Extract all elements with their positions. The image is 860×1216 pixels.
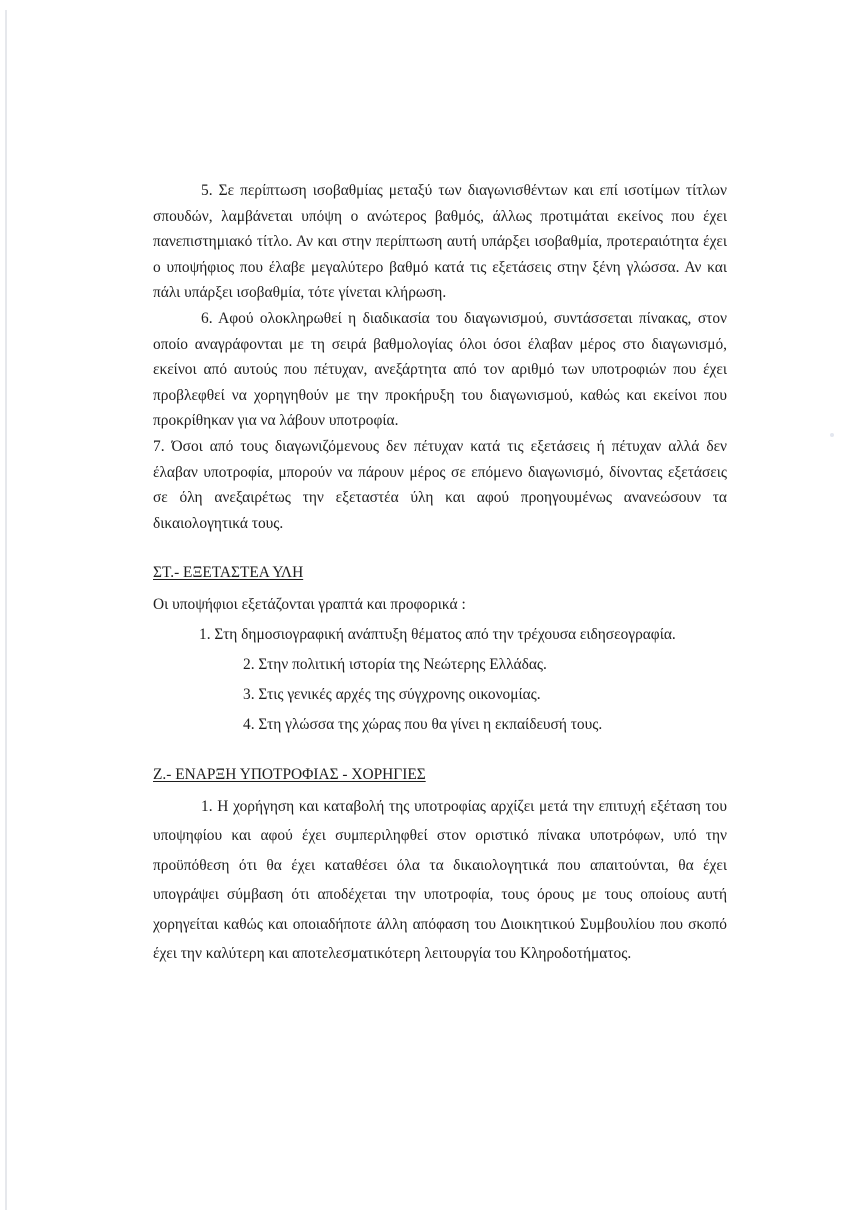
exam-subject-item: 2. Στην πολιτική ιστορία της Νεώτερης Ελλάδας.: [243, 655, 547, 673]
paragraph-6: 6. Αφού ολοκληρωθεί η διαδικασία του διαγωνισμού, συντάσσεται πίνακας, στον οποίο αναγράφονται με τη σειρά βαθμολογίας όλοι όσοι έλαβαν μέρος στο διαγωνισμό, εκείνοι από αυτούς που πέτυχαν, ανεξάρτητα από τον αριθμό των υποτροφιών που έχει προβλεφθεί να χορηγηθούν με την προκήρυξη του διαγωνισμού, καθώς και εκείνοι που προκρίθηκαν για να λάβουν υποτροφία.: [153, 309, 727, 430]
scholarship-paragraph-1: 1. Η χορήγηση και καταβολή της υποτροφίας αρχίζει μετά την επιτυχή εξέταση του υποψηφίου και αφού έχει συμπεριληφθεί στον οριστικό πίνακα υποτρόφων, υπό την προϋπόθεση ότι θα έχει καταθέσει όλα τα δικαιολογητικά που απαιτούνται, θα έχει υπογράψει σύμβαση ότι αποδέχεται την υποτροφία, τους όρους με τους οποίους αυτή χορηγείται καθώς και οποιαδήποτε άλλη απόφαση του Διοικητικού Συμβουλίου που σκοπό έχει την καλύτερη και αποτελεσματικότερη λειτουργία του Κληροδοτήματος.: [153, 797, 727, 963]
section-scholarship-start: [153, 762, 727, 969]
document-page: [153, 178, 727, 969]
scan-speck: [830, 433, 834, 437]
section-heading-scholarship-start: Ζ.- ΕΝΑΡΞΗ ΥΠΟΤΡΟΦΙΑΣ - ΧΟΡΗΓΙΕΣ: [153, 765, 426, 783]
paragraph-5: 5. Σε περίπτωση ισοβαθμίας μεταξύ των διαγωνισθέντων και επί ισοτίμων τίτλων σπουδών, λαμβάνεται υπόψη ο ανώτερος βαθμός, άλλως προτιμάται εκείνος που έχει πανεπιστημιακό τίτλο. Αν και στην περίπτωση αυτή υπάρξει ισοβαθμία, προτεραιότητα έχει ο υποψήφιος που έλαβε μεγαλύτερο βαθμό κατά τις εξετάσεις στην ξένη γλώσσα. Αν και πάλι υπάρξει ισοβαθμία, τότε γίνεται κλήρωση.: [153, 182, 727, 302]
section-heading-exam-material: ΣΤ.- ΕΞΕΤΑΣΤΕΑ ΥΛΗ: [153, 564, 304, 582]
exam-subject-item: 3. Στις γενικές αρχές της σύγχρονης οικονομίας.: [243, 685, 541, 703]
section-exam-material: [153, 560, 727, 740]
scan-edge-line: [5, 10, 7, 1210]
exam-intro: Οι υποψήφιοι εξετάζονται γραπτά και προφορικά :: [153, 595, 466, 613]
exam-subject-item: 1. Στη δημοσιογραφική ανάπτυξη θέματος από την τρέχουσα ειδησεογραφία.: [199, 625, 676, 643]
exam-subjects-list: [153, 620, 727, 740]
exam-subject-item: 4. Στη γλώσσα της χώρας που θα γίνει η εκπαίδευσή τους.: [243, 715, 603, 733]
paragraph-7: 7. Όσοι από τους διαγωνιζόμενους δεν πέτυχαν κατά τις εξετάσεις ή πέτυχαν αλλά δεν έλαβαν υποτροφία, μπορούν να πάρουν μέρος σε επόμενο διαγωνισμό, δίνοντας εξετάσεις σε όλη ανεξαιρέτως την εξεταστέα ύλη και αφού προηγουμένως ανανεώσουν τα δικαιολογητικά τους.: [153, 437, 727, 532]
